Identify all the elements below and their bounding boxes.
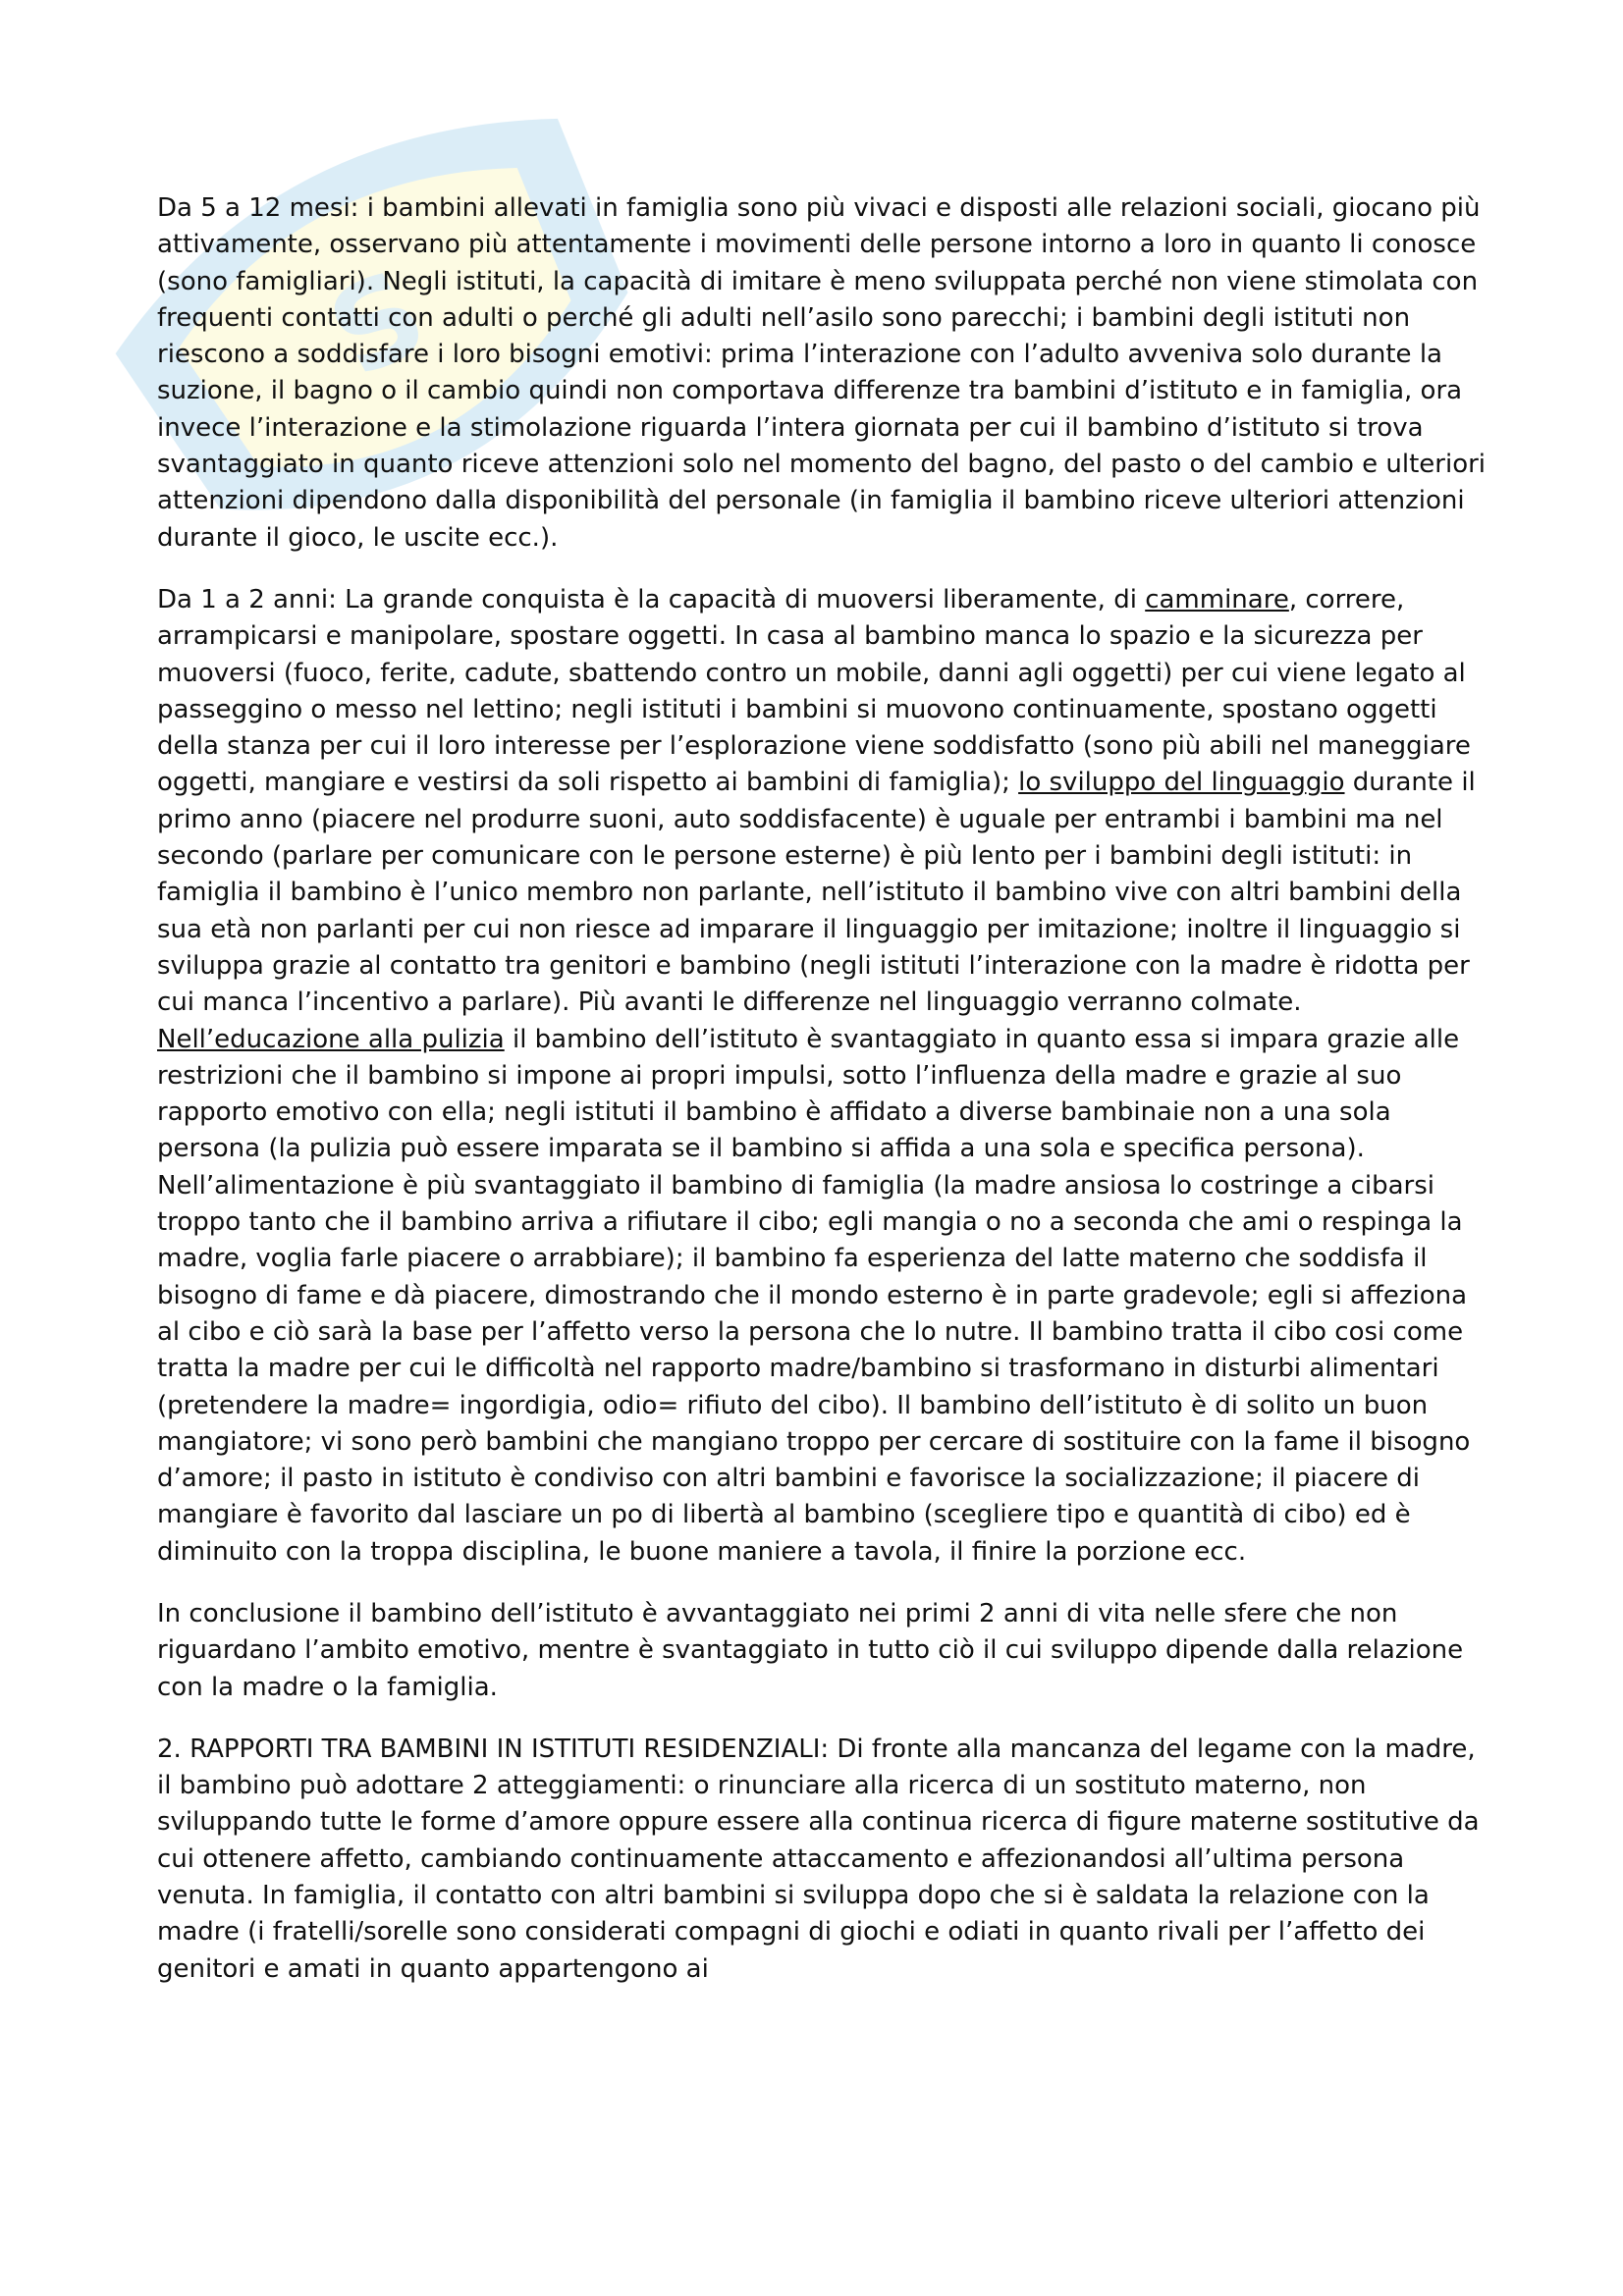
paragraph-conclusione: In conclusione il bambino dell’istituto è avvantaggiato nei primi 2 anni di vita nelle sfere che non riguardano l’ambito emotivo, mentre è svantaggiato in tutto ciò il cui sviluppo dipende dalla relazione con la madre o la famiglia.: [157, 1598, 1464, 1702]
text-segment: il bambino dell’istituto è svantaggiato in quanto essa si impara grazie alle restrizioni che il bambino si impone ai propri impulsi, sotto l’influenza della madre e grazie al suo rapporto emotivo con ella; negli istituti il bambino è affidato a diverse bambinaie non a una sola persona (la pulizia può essere imparata se il bambino si affida a una sola e specifica persona). Nell’alimentazione è più svantaggiato il bambino di famiglia (la madre ansiosa lo costringe a cibarsi troppo tanto che il bambino arriva a rifiutare il cibo; egli mangia o no a seconda che ami o respinga la madre, voglia farle piacere o arrabbiare); il bambino fa esperienza del latte materno che soddisfa il bisogno di fame e dà piacere, dimostrando che il mondo esterno è in parte gradevole; egli si affeziona al cibo e ciò sarà la base per l’affetto verso la persona che lo nutre. Il bambino tratta il cibo cosi come tratta la madre per cui le difficoltà nel rapporto madre/bambino si trasformano in disturbi alimentari (pretendere la madre= ingordigia, odio= rifiuto del cibo). Il bambino dell’istituto è di solito un buon mangiatore; vi sono però bambini che mangiano troppo per cercare di sostituire con la fame il bisogno d’amore; il pasto in istituto è condiviso con altri bambini e favorisce la socializzazione; il piacere di mangiare è favorito dal lasciare un po di libertà al bambino (scegliere tipo e quantità di cibo) ed è diminuito con la troppa disciplina, le buone maniere a tavola, il finire la porzione ecc.: [157, 1024, 1471, 1567]
text-segment: Da 1 a 2 anni: La grande conquista è la capacità di muoversi liberamente, di: [157, 584, 1146, 614]
svg-text:S: S: [308, 244, 448, 405]
document-body: [157, 190, 1492, 2013]
underlined-educazione-pulizia: Nell’educazione alla pulizia: [157, 1024, 505, 1054]
paragraph-5-12-mesi: Da 5 a 12 mesi: i bambini allevati in famiglia sono più vivaci e disposti alle relazioni sociali, giocano più attivamente, osservano più attentamente i movimenti delle persone intorno a loro in quanto li conosce (sono famigliari). Negli istituti, la capacità di imitare è meno sviluppata perché non viene stimolata con frequenti contatti con adulti o perché gli adulti nell’asilo sono parecchi; i bambini degli istituti non riescono a soddisfare i loro bisogni emotivi: prima l’interazione con l’adulto avveniva solo durante la suzione, il bagno o il cambio quindi non comportava differenze tra bambini d’istituto e in famiglia, ora invece l’interazione e la stimolazione riguarda l’intera giornata per cui il bambino d’istituto si trova svantaggiato in quanto riceve attenzioni solo nel momento del bagno, del pasto o del cambio e ulteriori attenzioni dipendono dalla disponibilità del personale (in famiglia il bambino riceve ulteriori attenzioni durante il gioco, le uscite ecc.).: [157, 193, 1487, 553]
paragraph-rapporti-tra-bambini: 2. RAPPORTI TRA BAMBINI IN ISTITUTI RESIDENZIALI: Di fronte alla mancanza del legame con la madre, il bambino può adottare 2 atteggiamenti: o rinunciare alla ricerca di un sostituto materno, non sviluppando tutte le forme d’amore oppure essere alla continua ricerca di figure materne sostitutive da cui ottenere affetto, cambiando continuamente attaccamento e affezionandosi all’ultima persona venuta. In famiglia, il contatto con altri bambini si sviluppa dopo che si è saldata la relazione con la madre (i fratelli/sorelle sono considerati compagni di giochi e odiati in quanto rivali per l’affetto dei genitori e amati in quanto appartengono ai: [157, 1734, 1480, 1984]
underlined-camminare: camminare: [1145, 584, 1289, 614]
paragraph-1-2-anni: [157, 582, 1492, 1571]
text-segment: durante il primo anno (piacere nel produrre suoni, auto soddisfacente) è uguale per entrambi i bambini ma nel secondo (parlare per comunicare con le persone esterne) è più lento per i bambini degli istituti: in famiglia il bambino è l’unico membro non parlante, nell’istituto il bambino vive con altri bambini della sua età non parlanti per cui non riesce ad imparare il linguaggio per imitazione; inoltre il linguaggio si sviluppa grazie al contatto tra genitori e bambino (negli istituti l’interazione con la madre è ridotta per cui manca l’incentivo a parlare). Più avanti le differenze nel linguaggio verranno colmate.: [157, 768, 1476, 1018]
underlined-sviluppo-linguaggio: lo sviluppo del linguaggio: [1018, 768, 1345, 798]
text-segment: , correre, arrampicarsi e manipolare, spostare oggetti. In casa al bambino manca lo spazio e la sicurezza per muoversi (fuoco, ferite, cadute, sbattendo contro un mobile, danni agli oggetti) per cui viene legato al passeggino o messo nel lettino; negli istituti i bambini si muovono continuamente, spostano oggetti della stanza per cui il loro interesse per l’esplorazione viene soddisfatto (sono più abili nel maneggiare oggetti, mangiare e vestirsi da soli rispetto ai bambini di famiglia);: [157, 584, 1471, 798]
